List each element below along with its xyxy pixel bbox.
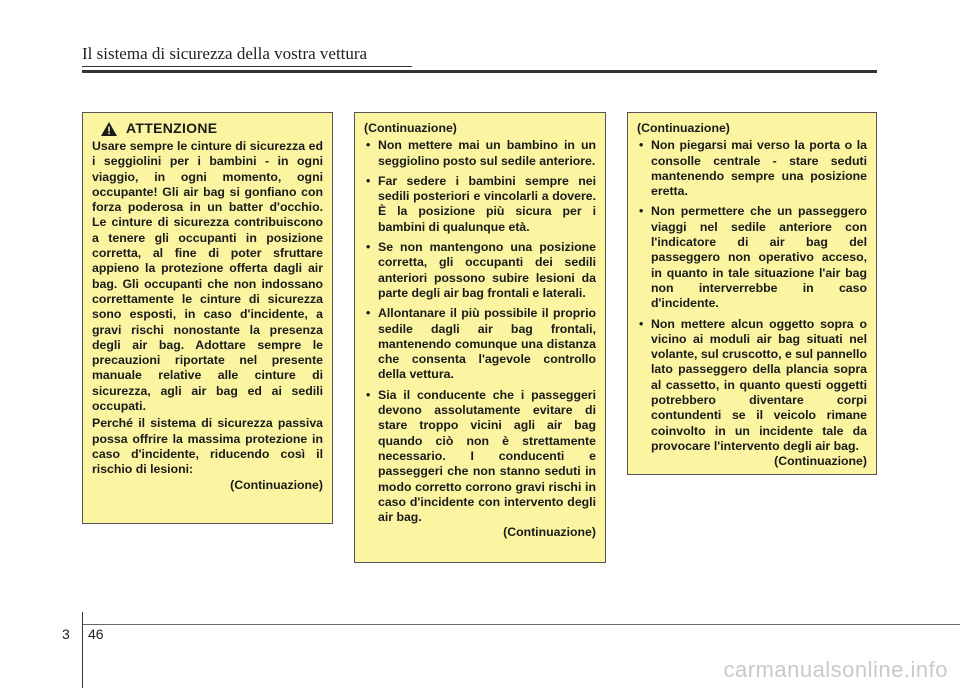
list-item: • Non permettere che un passeggero viaggi nel sedile anteriore con l'indicatore di air bag del passeggero non operativo acceso, in quanto in tale situazione l'air bag non interverrebbe in caso d'incidente. (637, 204, 867, 311)
list-item: • Allontanare il più possibile il proprio sedile dagli air bag frontali, mantenendo comunque una distanza che consenta l'agevole controllo della vettura. (364, 306, 596, 382)
warning-box-3 (627, 112, 877, 475)
continued-label: (Continuazione) (503, 525, 596, 540)
page-number: 46 (88, 626, 104, 642)
footer-rule (82, 624, 960, 625)
continued-heading: (Continuazione) (364, 121, 457, 135)
list-item: • Non mettere alcun oggetto sopra o vicino ai moduli air bag situati nel volante, sul cruscotto, e sul pannello lato passeggero della plancia sopra al cassetto, in quanto questi oggetti potrebbero diventare corpi contundenti se il veicolo rimane coinvolto in un incidente tale da provocare l'intervento degli air bag. (637, 317, 867, 455)
bullet-list (637, 138, 867, 454)
warning-paragraph-1: Usare sempre le cinture di sicurezza ed i seggiolini per i bambini - in ogni viaggio, in ogni momento, ogni occupante! Gli air bag si gonfiano con forza poderosa in un batter d'occhio. Le cinture di sicurezza contribuiscono a tenere gli occupanti in posizione corretta, al fine di poter sfruttare appieno la protezione offerta dagli air bag. Gli occupanti che non indossano correttamente le cinture di sicurezza sono esposti, in caso d'incidente, a gravi rischi nonostante la presenza degli air bag. Adottare sempre le precauzioni riportate nel presente manuale relative alle cinture di sicurezza, agli air bag ed ai sedili occupati. (92, 139, 323, 414)
warning-title: ATTENZIONE (126, 120, 218, 137)
header-rule (82, 70, 877, 73)
continued-label: (Continuazione) (774, 454, 867, 469)
watermark: carmanualsonline.info (723, 657, 948, 682)
warning-box-1 (82, 112, 333, 524)
warning-heading (100, 121, 323, 137)
list-item: • Non mettere mai un bambino in un seggiolino posto sul sedile anteriore. (364, 138, 596, 169)
warning-triangle-icon (100, 121, 118, 137)
warning-paragraph-2: Perché il sistema di sicurezza passiva possa offrire la massima protezione in caso d'incidente, riducendo così il rischio di lesioni: (92, 416, 323, 477)
continued-label: (Continuazione) (230, 477, 323, 492)
page-header-title: Il sistema di sicurezza della vostra vettura (82, 44, 368, 63)
list-item: • Far sedere i bambini sempre nei sedili posteriori e vincolarli a dovere. È la posizione più sicura per i bambini di qualunque età. (364, 174, 596, 235)
continued-heading: (Continuazione) (637, 121, 730, 135)
list-item: • Se non mantengono una posizione corretta, gli occupanti dei sedili anteriori possono subire lesioni da parte degli air bag frontali e laterali. (364, 240, 596, 301)
warning-box-2 (354, 112, 606, 563)
header-rule-thin (82, 66, 412, 67)
section-number: 3 (62, 626, 70, 642)
bullet-list (364, 138, 596, 525)
page-number-divider (82, 612, 83, 688)
list-item: • Sia il conducente che i passeggeri devono assolutamente evitare di stare troppo vicini agli air bag quando ciò non è strettamente necessario. I conducenti e passeggeri che non stanno seduti in modo corretto corrono gravi rischi in caso d'incidente con intervento degli air bag. (364, 388, 596, 526)
list-item: • Non piegarsi mai verso la porta o la consolle centrale - stare seduti mantenendo sempre una posizione eretta. (637, 138, 867, 199)
